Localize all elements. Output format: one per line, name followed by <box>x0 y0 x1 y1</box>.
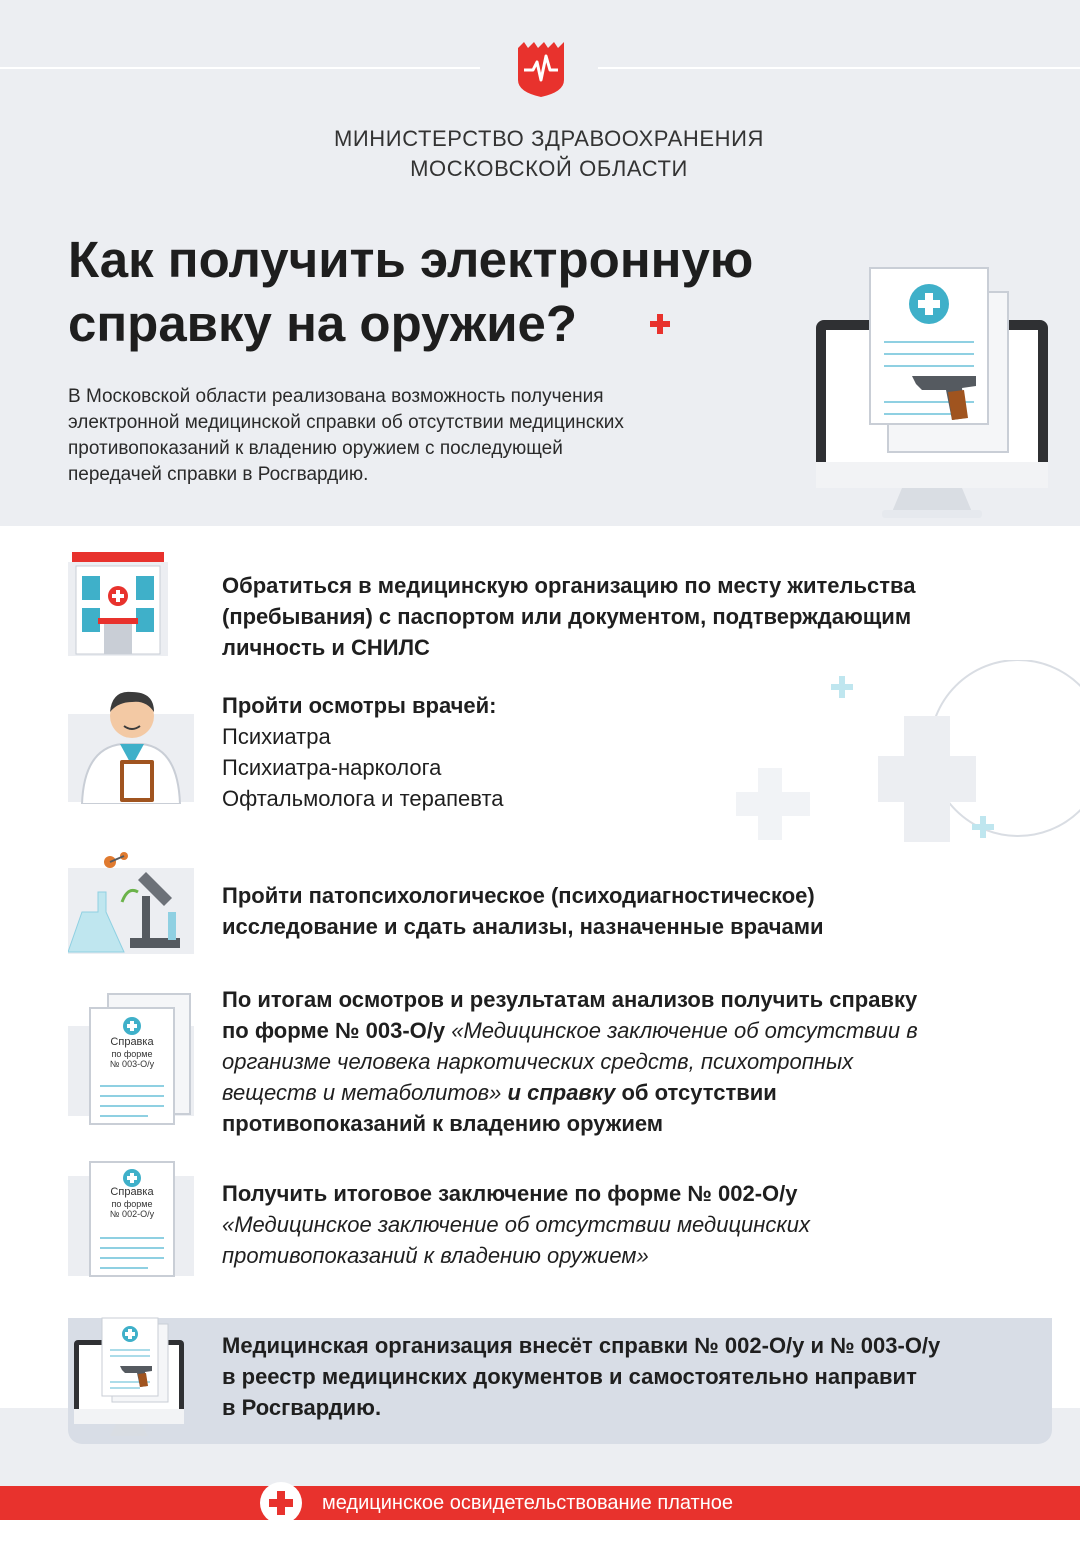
step-1-text <box>222 570 1042 663</box>
ministry-emblem-icon <box>516 40 566 98</box>
ministry-name <box>290 124 808 184</box>
monitor-certificate-icon <box>68 1316 188 1440</box>
step-3-text <box>222 880 1042 942</box>
ministry-line-1: МИНИСТЕРСТВО ЗДРАВООХРАНЕНИЯ <box>333 126 765 151</box>
intro-line: передачей справки в Росгвардию. <box>68 464 369 485</box>
certificate-label <box>90 1186 174 1219</box>
doctor-item: Психиатра <box>222 724 331 749</box>
step-5-line: «Медицинское заключение об отсутствии медицинских <box>222 1212 810 1237</box>
doctor-item: Психиатра-нарколога <box>222 755 442 780</box>
step-4-line: организме человека наркотических средств, психотропных <box>222 1049 854 1074</box>
intro-line: противопоказаний к владению оружием с последующей <box>68 438 563 459</box>
laboratory-microscope-icon <box>68 852 194 956</box>
monitor-certificate-pistol-icon <box>812 262 1052 524</box>
step-6-text <box>222 1330 1042 1423</box>
step-3-line: Пройти патопсихологическое (психодиагностическое) <box>222 883 815 908</box>
footer-cross-badge <box>260 1482 302 1524</box>
hospital-building-icon <box>68 548 168 656</box>
step-2-heading: Пройти осмотры врачей: <box>222 693 497 718</box>
step-1-line: (пребывания) с паспортом или документом, подтверждающим <box>222 604 912 629</box>
step-1-line: личность и СНИЛС <box>222 635 430 660</box>
certificate-word: Справка <box>110 1186 154 1198</box>
step-2-text <box>222 690 1042 814</box>
step-1-line: Обратиться в медицинскую организацию по месту жительства <box>222 573 916 598</box>
step-6-line: в реестр медицинских документов и самостоятельно направит <box>222 1364 917 1389</box>
certificate-form-word: по форме <box>111 1048 153 1059</box>
doctor-icon <box>68 686 194 804</box>
step-4-italic-part: веществ и метаболитов» <box>222 1080 508 1105</box>
step-5-text <box>222 1178 1042 1271</box>
intro-text <box>68 384 768 488</box>
step-4-line: противопоказаний к владению оружием <box>222 1111 664 1136</box>
intro-line: электронной медицинской справки об отсутствии медицинских <box>68 412 624 433</box>
intro-line: В Московской области реализована возможность получения <box>68 386 604 407</box>
title-line-2: справку на оружие? <box>68 295 578 352</box>
step-5-line: Получить итоговое заключение по форме № 002-О/у <box>222 1181 798 1206</box>
footer-text: медицинское освидетельствование платное <box>322 1492 733 1514</box>
step-3-line: исследование и сдать анализы, назначенные врачами <box>222 914 824 939</box>
step-6-line: в Росгвардию. <box>222 1395 382 1420</box>
step-4-form-title: «Медицинское заключение об отсутствии в <box>451 1018 918 1043</box>
red-plus-icon <box>648 312 672 336</box>
doctor-item: Офтальмолога и терапевта <box>222 786 504 811</box>
header-rule-left <box>0 67 480 69</box>
step-4-form-number: по форме № 003-О/у <box>222 1018 452 1043</box>
step-4-line <box>222 1077 1042 1108</box>
step-4-bold-part: об отсутствии <box>615 1080 777 1105</box>
medical-cross-icon <box>260 1482 302 1524</box>
step-4-text <box>222 984 1042 1139</box>
step-4-bold-italic-part: и справку <box>507 1080 616 1105</box>
page-title <box>68 228 858 356</box>
step-4-line: По итогам осмотров и результатам анализов получить справку <box>222 987 918 1012</box>
header-rule-right <box>598 67 1080 69</box>
certificate-form-number: № 002-О/у <box>109 1208 155 1219</box>
step-4-line <box>222 1015 1042 1046</box>
step-5-line: противопоказаний к владению оружием» <box>222 1243 649 1268</box>
ministry-line-2: МОСКОВСКОЙ ОБЛАСТИ <box>410 156 688 181</box>
certificate-label <box>90 1036 174 1069</box>
certificate-word: Справка <box>110 1036 154 1048</box>
title-line-1: Как получить электронную <box>68 231 754 288</box>
certificate-form-number: № 003-О/у <box>109 1058 155 1069</box>
step-6-line: Медицинская организация внесёт справки № 002-О/у и № 003-О/у <box>222 1333 941 1358</box>
certificate-form-word: по форме <box>111 1198 153 1209</box>
